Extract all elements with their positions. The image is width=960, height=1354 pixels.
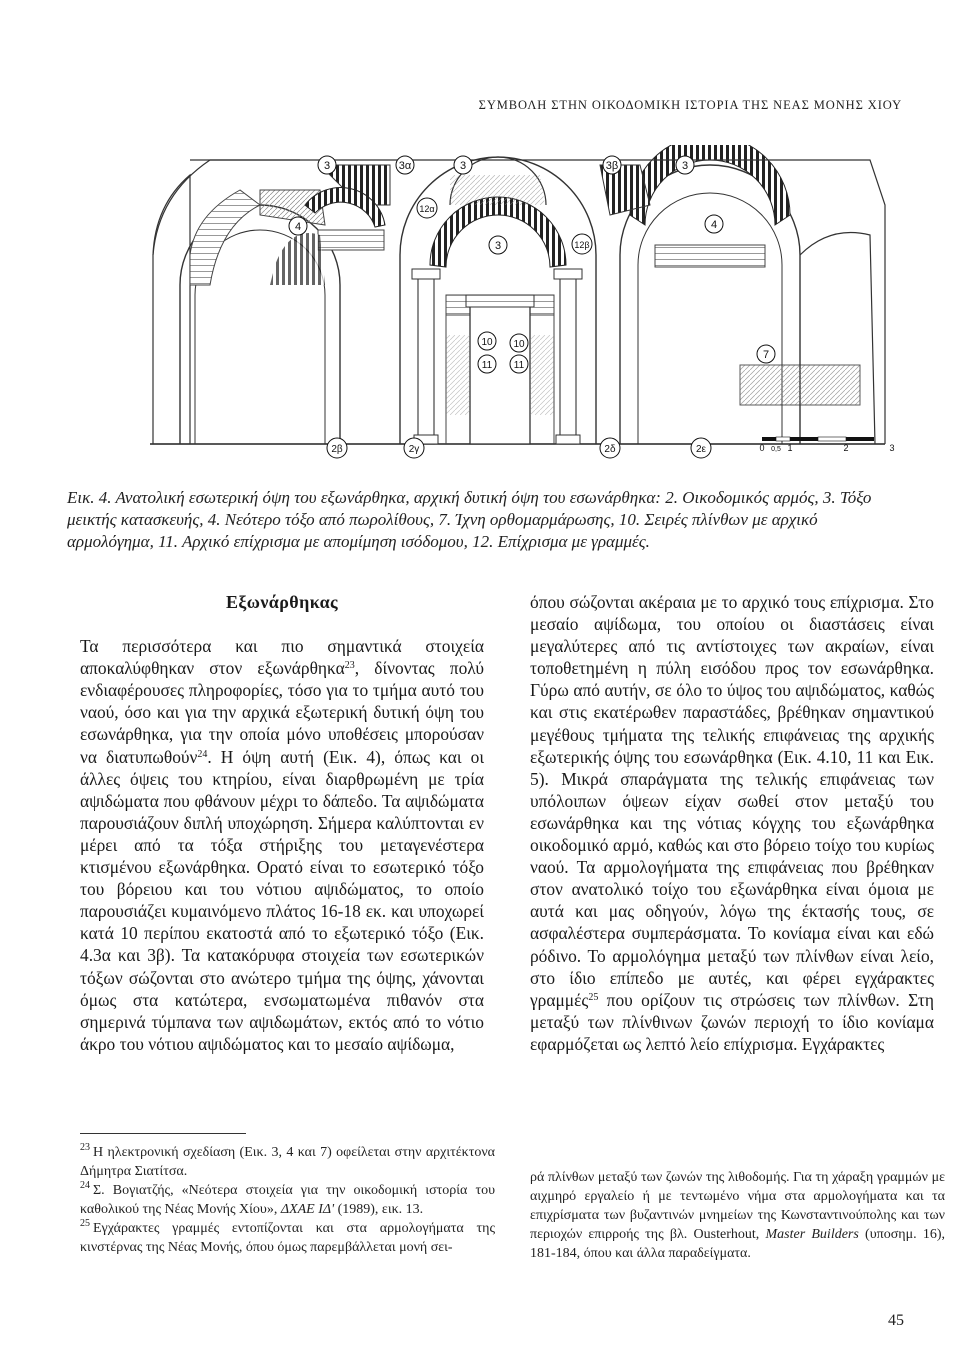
architectural-elevation-figure [150,145,910,470]
footnote-25: $^{25}$ Εγχάρακτες γραμμές εντοπίζονται και στα αρμολογήματα της κινστέρνας της Νέας Μονής, όπου όμως παρεμβάλλεται μονή σει- [80,1218,495,1255]
label-4-a [289,217,307,235]
label-12beta [572,234,592,254]
label-11-a [478,355,496,373]
scale-bar [759,437,894,453]
svg-text:3: 3 [889,443,895,453]
footnote-divider [80,1133,246,1134]
label-10-b [510,334,528,352]
svg-text:3: 3 [494,240,502,252]
paragraph: όπου σώζονται ακέραια με το αρχικό τους επίχρισμα. Στο μεσαίο αψίδωμα, του οποίου οι διαστάσεις είναι μεγαλύτερες από τις αντίστοιχες των ακραίων, είναι τοποθετημένη η πύλη εισόδου προς τον εσωνάρθηκα. Γύρω από αυτήν, σε όλο το ύψος του αψιδώματος, καθώς και στις εκατέρωθεν παραστάδες, βρέθηκαν σημαντικού μεγέθους τμήματα της τελικής επιφάνειας της αρχικής εξωτερικής όψης του εσωνάρθηκα (Εικ. 4.10, 11 και Εικ. 5). Μικρά σπαράγματα της τελικής επιφάνειας των υπόλοιπων όψεων είχαν σωθεί στον μεταξύ του εσωνάρθηκα και της νότιας κόγχης του εξωνάρθηκα οικοδομικό αρμό, καθώς και στο βόρειο τοίχο του κυρίως ναού. Τα αρμολογήματα της επιφάνειας που βρέθηκαν στον ανατολικό τοίχο του εξωνάρθηκα είναι όμοια με αυτά και μας οδηγούν, λόγω της έκτασής τους, σε ασφαλέστερα συμπεράσματα. Το κονίαμα είναι και εδώ ρόδινο. Το αρμολόγημα μεταξύ των πλίνθων είναι λείο, στο ίδιο επίπεδο με αυτές, και φέρει εγχάρακτες γραμμές$^{25}$ που ορίζουν τις στρώσεις των πλίνθων. Στη μεταξύ των πλίνθινων ζωνών περιοχή το ίδιο κονίαμα εφαρμόζεται ως λεπτό λείο επίχρισμα. Εγχάρακτες [530,592,934,1054]
footnote-ref-24[interactable]: 24 [197,748,208,760]
label-3-b [454,156,472,174]
svg-text:3: 3 [323,160,331,172]
south-arch [600,145,875,444]
label-12alpha [417,198,437,218]
running-header: ΣΥΜΒΟΛΗ ΣΤΗΝ ΟΙΚΟΔΟΜΙΚΗ ΙΣΤΟΡΙΑ ΤΗΣ ΝΕΑΣ ΜΟΝΗΣ ΧΙΟΥ [478,98,902,112]
svg-text:3β: 3β [605,160,619,172]
left-wall-outline [153,175,190,444]
footnotes-right [530,1168,945,1263]
svg-text:3: 3 [681,160,689,172]
svg-text:11: 11 [481,360,493,371]
svg-text:2: 2 [843,443,849,453]
page-number: 45 [888,1312,904,1329]
section-heading: Εξωνάρθηκας [225,592,339,612]
label-4-b [705,215,723,233]
footnotes-left [80,1143,495,1257]
label-2beta [327,438,347,458]
svg-text:3: 3 [459,160,467,172]
footnote-ref-23[interactable]: 23 [344,660,355,672]
label-11-b [510,355,528,373]
svg-text:4: 4 [294,221,302,233]
body-column-right [530,591,934,1055]
label-10-a [478,332,496,350]
label-7 [757,345,775,363]
label-3-c [676,156,694,174]
svg-text:12α: 12α [419,204,435,214]
svg-text:1: 1 [787,443,793,453]
column-left [418,277,434,444]
svg-text:2δ: 2δ [604,444,616,455]
svg-text:2γ: 2γ [408,444,420,455]
paragraph: Τα περισσότερα και πιο σημαντικά στοιχεία αποκαλύφθηκαν στον εξωνάρθηκα$^{23}$, δίνοντας πολύ ενδιαφέρουσες πληροφορίες, τόσο για το τμήμα αυτό του ναού, όσο και για την αρχικά εξωτερική δυτική όψη του εσωνάρθηκα, για την οποία μόνο υποθέσεις μπορούσαν να διατυπωθούν$^{24}$. Η όψη αυτή (Εικ. 4), όπως και οι άλλες όψεις του κτηρίου, είναι διαρθρωμένη με τρία αψιδώματα που φθάνουν μέχρι το δάπεδο. Τα αψιδώματα παρουσιάζουν διπλή υποχώρηση. Σήμερα καλύπτονται εν μέρει από τα τόξα στήριξης του μεταγενέστερα κτισμένου εξωνάρθηκα. Ορατό είναι το εσωτερικό τόξο του βόρειου και του νότιου αψιδώματος, το οποίο παρουσιάζει κυμαινόμενο πλάτος 16-18 εκ. και υποχωρεί κατά 10 περίπου εκατοστά από το εξωτερικό τόξο (Εικ. 4.3α και 3β). Τα κατακόρυφα στοιχεία των εσωτερικών τόξων σώζονται στο ανώτερο τμήμα της όψης, χάνονται όμως στα κατώτερα, ενσωματωμένα πιθανόν στα σημερινά τύμπανα των αψιδωμάτων, εκτός από το νότιο άκρο του νότιου αψιδώματος και το μεσαίο αψίδωμα, [80,636,484,1054]
label-3beta [603,156,621,174]
footnote-ref-25[interactable]: 25 [588,991,599,1003]
entrance-door [470,305,530,444]
footnote-24: $^{24}$ Σ. Βογιατζής, «Νεότερα στοιχεία για την οικοδομική ιστορία του καθολικού της Νέας Μονής Χίου», ΔΧΑΕ ΙΔ' (1989), εικ. 13. [80,1180,495,1217]
svg-text:10: 10 [481,337,493,348]
column-right [560,277,576,444]
svg-text:11: 11 [513,360,525,371]
figure-caption: Εικ. 4. Ανατολική εσωτερική όψη του εξωνάρθηκα, αρχική δυτική όψη του εσωνάρθηκα: 2. Οικοδομικός αρμός, 3. Τόξο μεικτής κατασκευής, 4. Νεότερο τόξο από πωρολίθους, 7. Ίχνη ορθομαρμάρωσης, 10. Σειρές πλίνθων με αρχικό αρμολόγημα, 11. Αρχικό επίχρισμα με απομίμηση ισόδομου, 12. Επίχρισμα με γραμμές. [67,488,872,551]
north-arch [180,165,390,444]
svg-text:0,5: 0,5 [771,446,781,453]
svg-text:3α: 3α [398,160,412,172]
svg-text:4: 4 [710,219,718,231]
footnote-23: $^{23}$ Η ηλεκτρονική σχεδίαση (Εικ. 3, 4 και 7) οφείλεται στην αρχιτέκτονα Δήμητρα Σιατίτσα. [80,1142,495,1179]
svg-text:0: 0 [759,443,765,453]
svg-text:7: 7 [762,349,770,361]
footnote-25-continued: ρά πλίνθων μεταξύ των ζωνών της λιθοδομής. Για τη χάραξη γραμμών με αιχμηρό εργαλείο ή με τεντωμένο νήμα στα αρμολογήματα και τα επιχρίσματα των βυζαντινών μνημείων της Κωνσταντινούπολης και των περιοχών επιρροής της βλ. Ousterhout, Master Builders (υποσημ. 16), 181-184, όπου και άλλα παραδείγματα. [530,1170,945,1261]
svg-text:2ε: 2ε [695,444,707,455]
svg-text:2β: 2β [331,444,343,455]
label-3-d [489,236,507,254]
label-3alpha [396,156,414,174]
label-2delta [600,438,620,458]
svg-text:12β: 12β [574,240,590,250]
body-column-left [80,591,484,1055]
label-2gamma [404,438,424,458]
svg-text:10: 10 [513,339,525,350]
label-3-a [318,156,336,174]
label-2epsilon [691,438,711,458]
